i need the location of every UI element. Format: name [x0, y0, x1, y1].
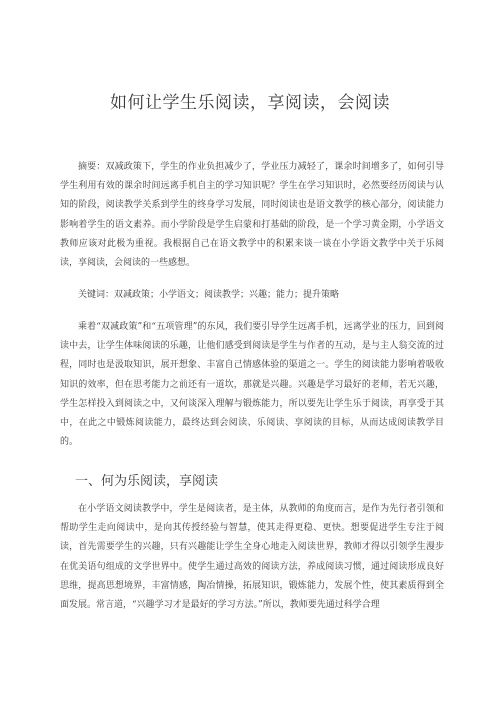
keywords-paragraph: 关键词：双减政策；小学语文；阅读教学；兴趣；能力；提升策略 [78, 290, 340, 300]
abstract-paragraph: 摘要：双减政策下，学生的作业负担减少了，学业压力减轻了，课余时间增多了，如何引导学生利用有效的课余时间远离手机自主的学习知识呢？学生在学习知识时，必然要经历阅读与认知的阶段，阅读教学关系到学生的终身学习发展，同时阅读也是语文教学的核心部分，阅读能力影响着学生的语文素养。而小学阶段是学生启蒙和打基础的阶段，是一个学习黄金期，小学语文教师应该对此极为重视。我根据自己在语文教学中的积累来谈一谈在小学语文教学中关于乐阅读，享阅读，会阅读的一些感想。 [60, 162, 444, 269]
document-title: 如何让学生乐阅读，享阅读，会阅读 [110, 93, 390, 113]
section-heading-1: 一、何为乐阅读，享阅读 [75, 474, 219, 489]
intro-paragraph: 乘着“双减政策”和“五项管理”的东风，我们要引导学生远离手机，远离学业的压力，回到阅读中去，让学生体味阅读的乐趣，让他们感受到阅读是学生与作者的互动，是与主人翁交流的过程，同时也是汲取知识，展开想象、丰富自己情感体验的渠道之一。学生的阅读能力影响着吸收知识的效率，但在思考能力之前还有一道坎，那就是兴趣。兴趣是学习最好的老师，若无兴趣，学生怎样投入到阅读之中，又何谈深入理解与锻炼能力，所以要先让学生乐于阅读，再享受于其中，在此之中锻炼阅读能力，最终达到会阅读、乐阅读、享阅读的目标，从而达成阅读教学目的。 [60, 322, 444, 448]
section-1-paragraph: 在小学语文阅读教学中，学生是阅读者，是主体，从教师的角度而言，是作为先行者引领和帮助学生走向阅读中，是向其传授经验与智慧，使其走得更稳、更快。想要促进学生专注于阅读，首先需要学生的兴趣，只有兴趣能让学生全身心地走入阅读世界，教师才得以引领学生漫步在优美语句组成的文学世界中。使学生通过高效的阅读方法，养成阅读习惯，通过阅读形成良好思维，提高思想境界，丰富情感，陶冶情操，拓展知识，锻炼能力，发展个性，使其素质得到全面发展。常言道，“兴趣学习才是最好的学习方法。”所以，教师要先通过科学合理 [60, 504, 444, 611]
